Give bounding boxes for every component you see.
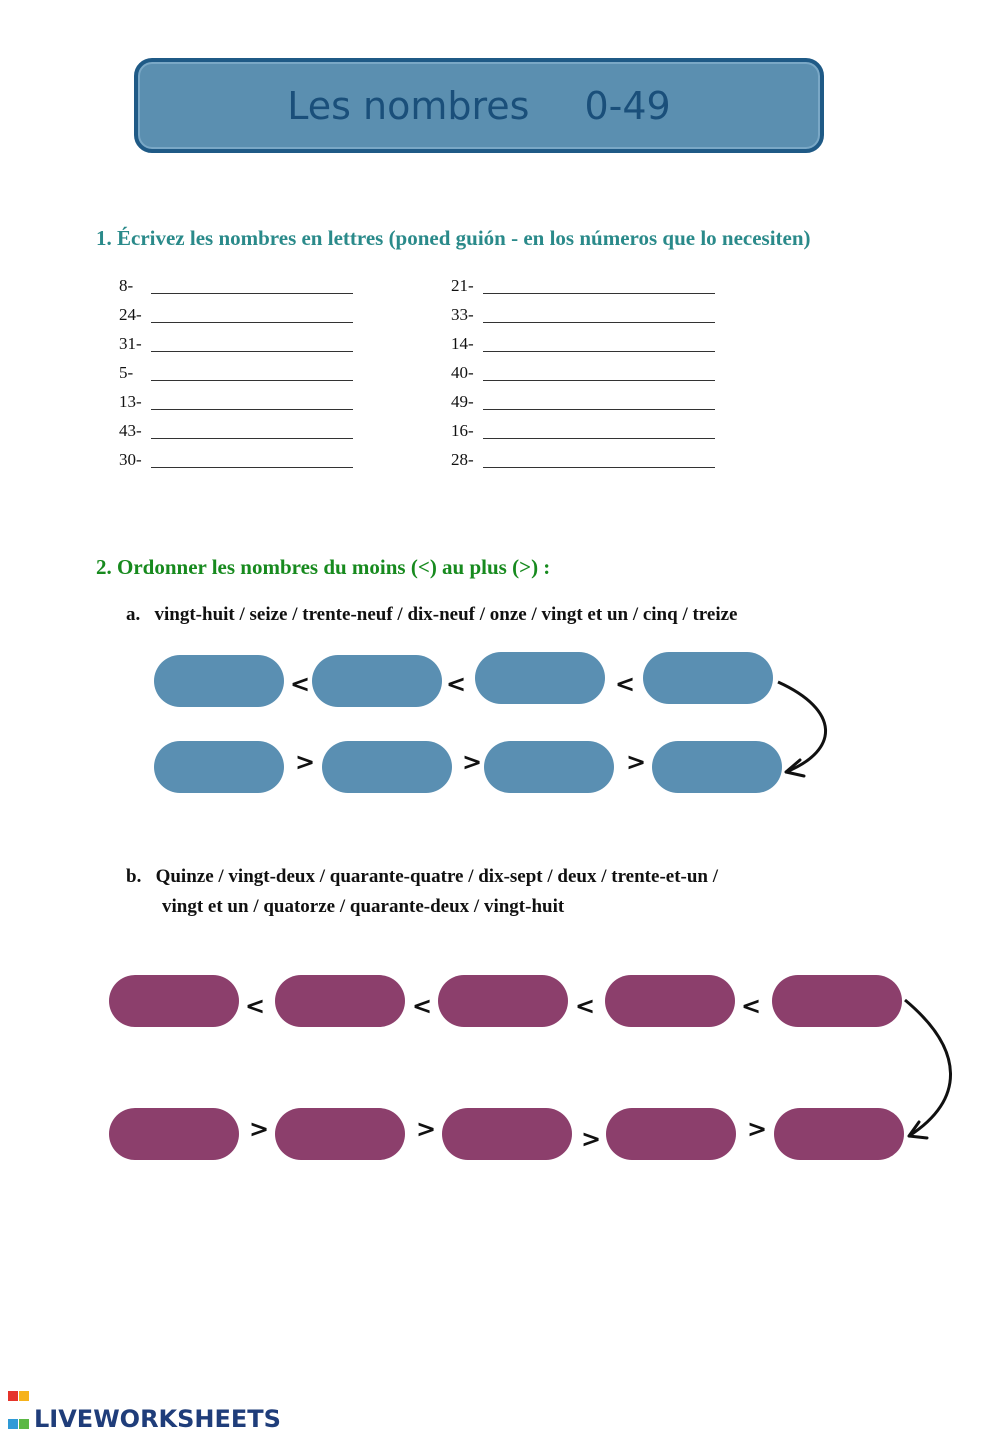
less-than-sign: < xyxy=(446,670,467,698)
greater-than-sign: > xyxy=(626,748,647,776)
answer-row: 16- xyxy=(451,421,483,441)
exercise-1-title: 1. Écrivez les nombres en lettres (poned guión - en los números que lo necesiten) xyxy=(96,226,811,250)
answer-pill[interactable] xyxy=(606,1108,736,1160)
greater-than-sign: > xyxy=(249,1115,270,1143)
answer-line[interactable] xyxy=(483,467,715,468)
answer-pill[interactable] xyxy=(772,975,902,1027)
less-than-sign: < xyxy=(412,992,433,1020)
less-than-sign: < xyxy=(575,992,596,1020)
answer-row: 24- xyxy=(119,305,151,325)
answer-line[interactable] xyxy=(151,438,353,439)
answer-pill[interactable] xyxy=(154,741,284,793)
answer-pill[interactable] xyxy=(312,655,442,707)
list-a-words: vingt-huit / seize / trente-neuf / dix-neuf / onze / vingt et un / cinq / treize xyxy=(154,604,738,625)
answer-line[interactable] xyxy=(151,322,353,323)
page-title xyxy=(138,84,820,128)
answer-row: 31- xyxy=(119,334,151,354)
list-b-words-line1: Quinze / vingt-deux / quarante-quatre / dix-sept / deux / trente-et-un / xyxy=(155,866,719,887)
answer-row: 5- xyxy=(119,363,151,383)
answer-line[interactable] xyxy=(483,438,715,439)
greater-than-sign: > xyxy=(416,1115,437,1143)
curved-arrow-icon xyxy=(895,990,965,1150)
answer-line[interactable] xyxy=(151,409,353,410)
answer-pill[interactable] xyxy=(322,741,452,793)
answer-line[interactable] xyxy=(483,409,715,410)
answer-row: 43- xyxy=(119,421,151,441)
list-b-label: b. xyxy=(126,866,142,887)
answer-line[interactable] xyxy=(483,380,715,381)
answer-row: 13- xyxy=(119,392,151,412)
footer-brand-text: LIVEWORKSHEETS xyxy=(34,1405,281,1433)
list-b-line2 xyxy=(162,896,564,918)
answer-pill[interactable] xyxy=(109,975,239,1027)
title-banner xyxy=(134,58,824,153)
answer-row: 33- xyxy=(451,305,483,325)
footer-brand xyxy=(8,1380,281,1433)
answer-line[interactable] xyxy=(151,293,353,294)
answer-pill[interactable] xyxy=(475,652,605,704)
answer-pill[interactable] xyxy=(442,1108,572,1160)
answer-row: 30- xyxy=(119,450,151,470)
answer-line[interactable] xyxy=(483,351,715,352)
list-a xyxy=(126,604,737,626)
answer-line[interactable] xyxy=(151,380,353,381)
exercise-2-title: 2. Ordonner les nombres du moins (<) au plus (>) : xyxy=(96,555,551,579)
list-b-words-line2: vingt et un / quatorze / quarante-deux / vingt-huit xyxy=(162,896,565,917)
answer-pill[interactable] xyxy=(275,975,405,1027)
less-than-sign: < xyxy=(290,670,311,698)
title-range: 0-49 xyxy=(584,84,671,128)
answer-pill[interactable] xyxy=(275,1108,405,1160)
answer-row: 8- xyxy=(119,276,151,296)
greater-than-sign: > xyxy=(581,1125,602,1153)
answer-pill[interactable] xyxy=(438,975,568,1027)
greater-than-sign: > xyxy=(747,1115,768,1143)
answer-pill[interactable] xyxy=(484,741,614,793)
answer-line[interactable] xyxy=(151,467,353,468)
answer-line[interactable] xyxy=(483,322,715,323)
liveworksheets-logo-icon xyxy=(8,1380,30,1402)
answer-pill[interactable] xyxy=(154,655,284,707)
answer-row: 21- xyxy=(451,276,483,296)
title-text: Les nombres xyxy=(287,84,530,128)
list-a-label: a. xyxy=(126,604,141,625)
curved-arrow-icon xyxy=(770,670,840,790)
less-than-sign: < xyxy=(245,992,266,1020)
answer-line[interactable] xyxy=(151,351,353,352)
answer-pill[interactable] xyxy=(643,652,773,704)
answer-row: 40- xyxy=(451,363,483,383)
answer-row: 14- xyxy=(451,334,483,354)
answer-row: 28- xyxy=(451,450,483,470)
less-than-sign: < xyxy=(741,992,762,1020)
answer-pill[interactable] xyxy=(774,1108,904,1160)
greater-than-sign: > xyxy=(462,748,483,776)
answer-pill[interactable] xyxy=(605,975,735,1027)
answer-row: 49- xyxy=(451,392,483,412)
answer-line[interactable] xyxy=(483,293,715,294)
less-than-sign: < xyxy=(615,670,636,698)
list-b xyxy=(126,866,718,888)
answer-pill[interactable] xyxy=(652,741,782,793)
answer-pill[interactable] xyxy=(109,1108,239,1160)
greater-than-sign: > xyxy=(295,748,316,776)
